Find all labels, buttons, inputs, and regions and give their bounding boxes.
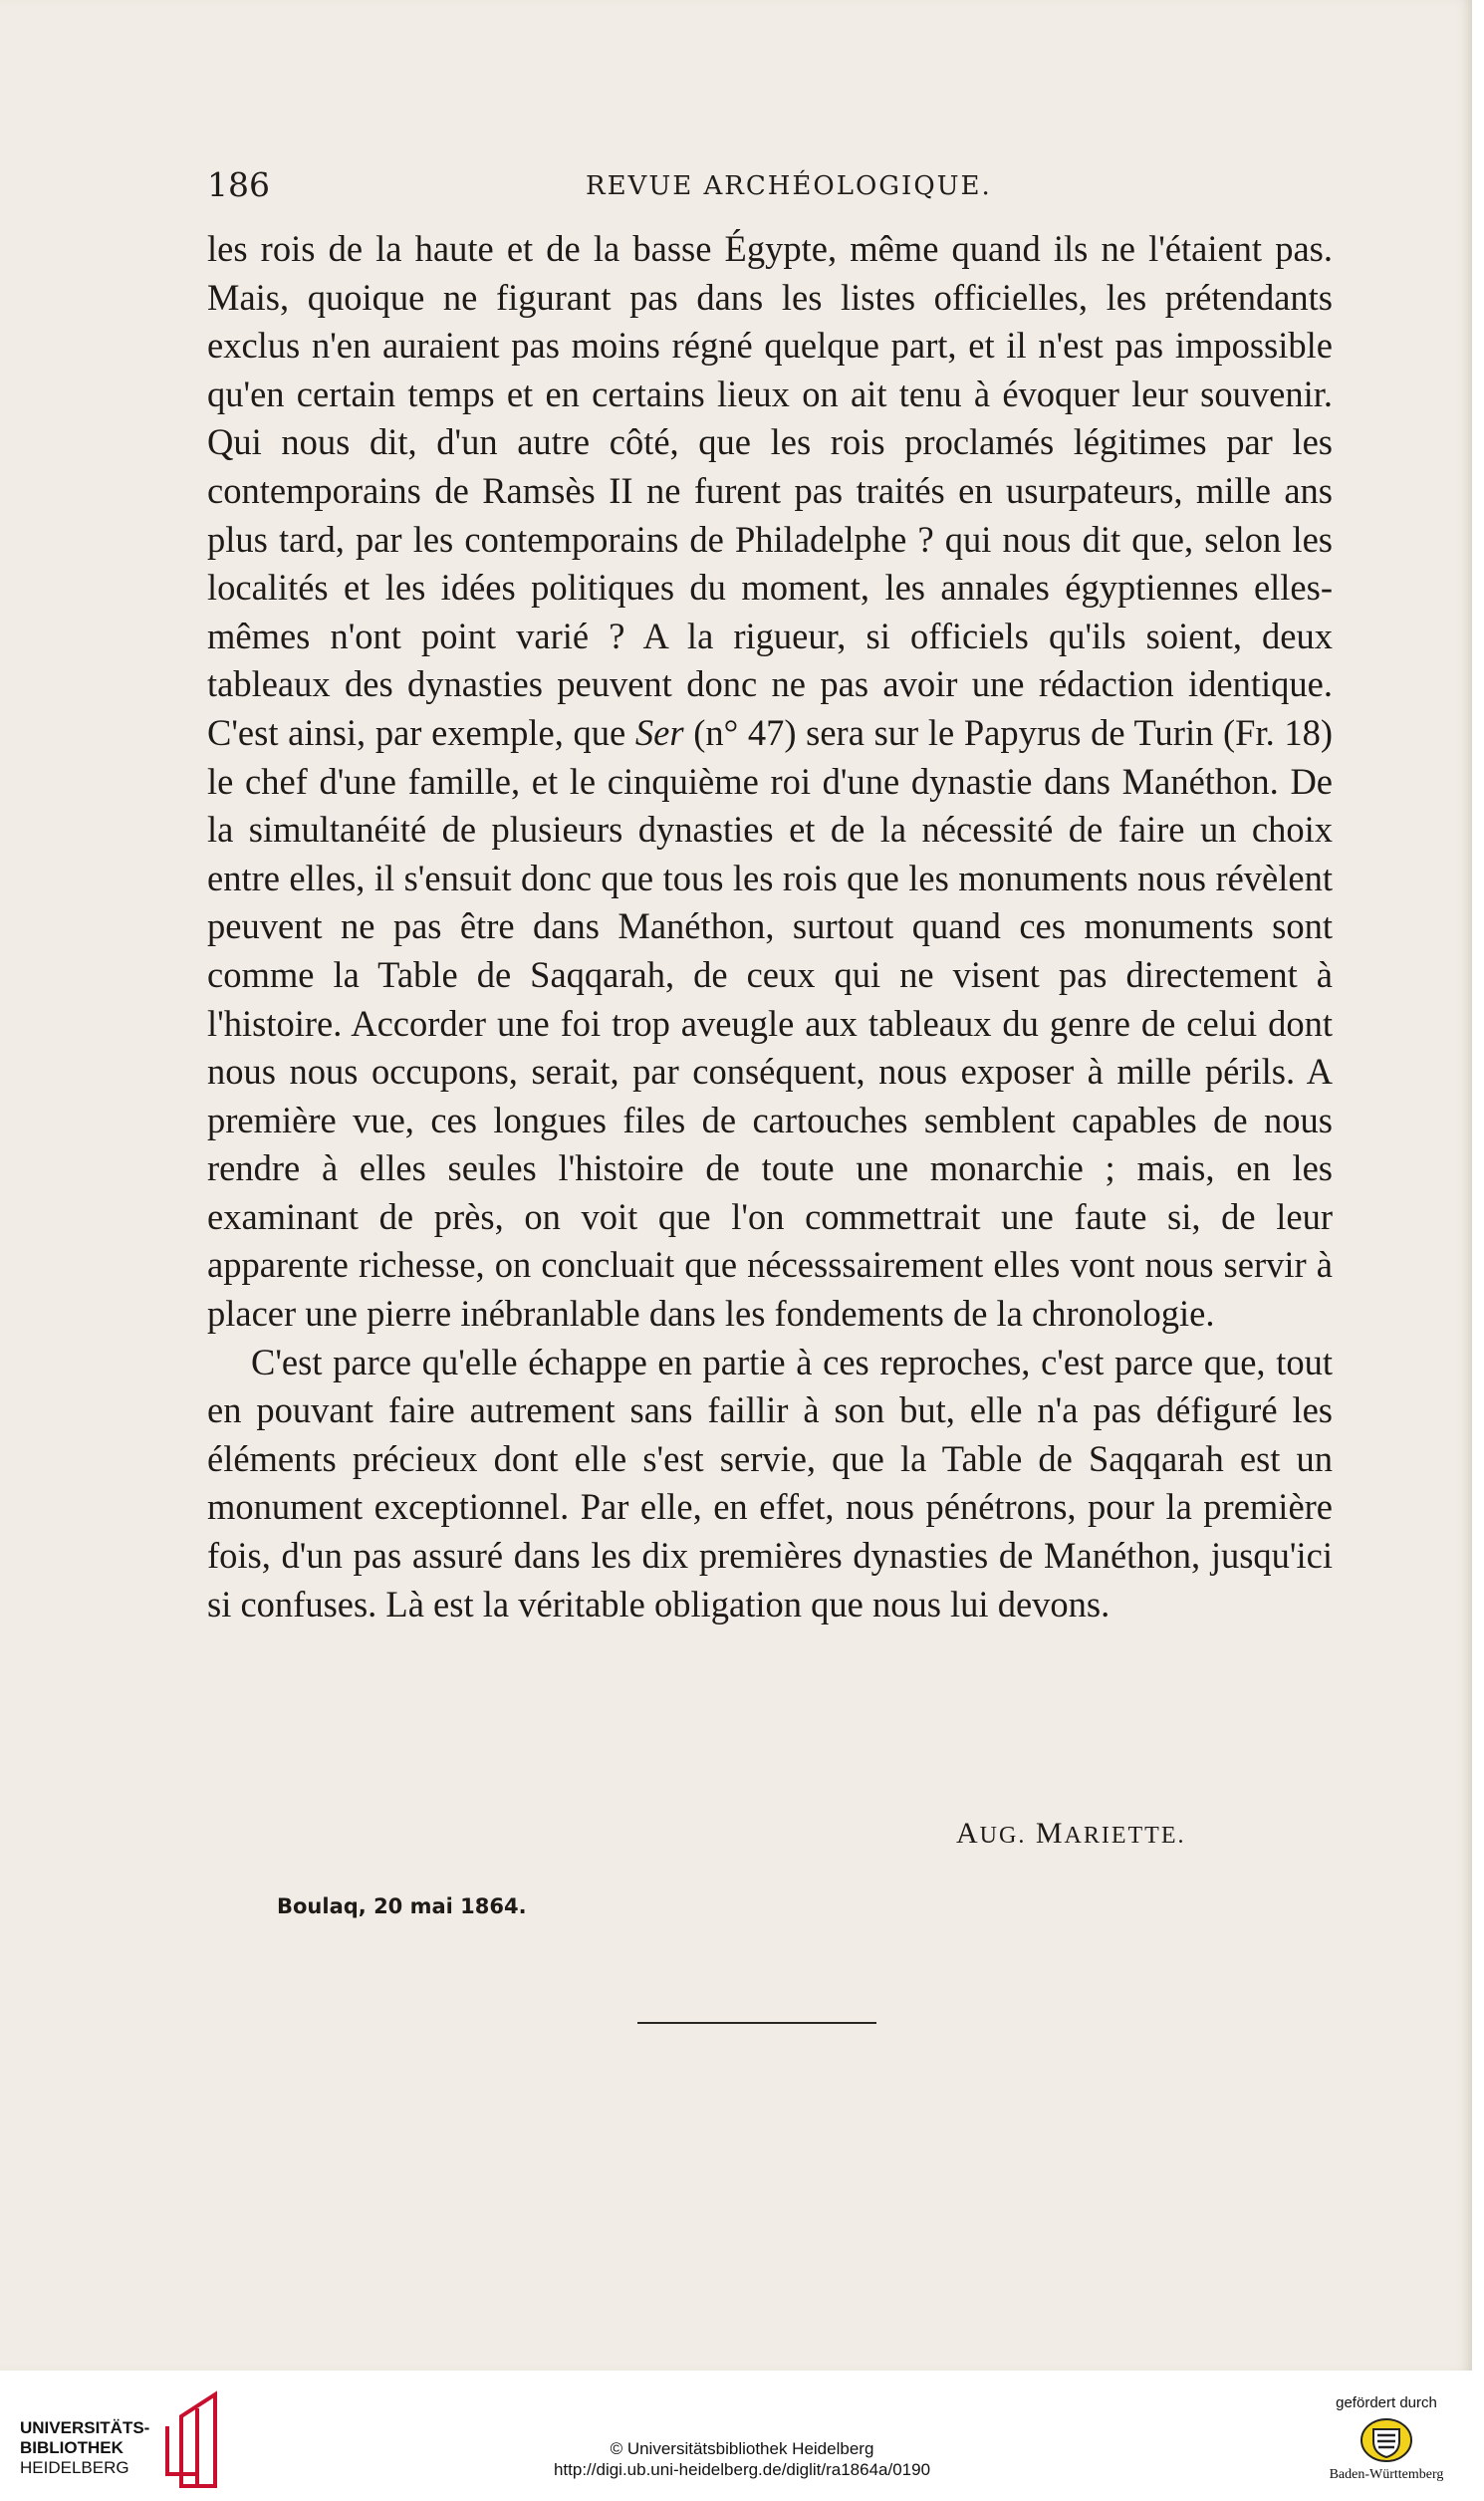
article-body (207, 225, 1333, 1628)
library-line-2: BIBLIOTHEK (20, 2438, 124, 2457)
library-line-3: HEIDELBERG (20, 2458, 129, 2477)
sponsor-block[interactable] (1307, 2394, 1466, 2483)
signature-initial-1: A (956, 1817, 980, 1850)
signature-rest-2: ARIETTE. (1064, 1823, 1186, 1849)
copyright-text: © Universitätsbibliothek Heidelberg (610, 2439, 874, 2458)
state-crest-icon (1360, 2417, 1413, 2463)
library-line-1: UNIVERSITÄTS- (20, 2418, 150, 2437)
footer (0, 2371, 1484, 2501)
sponsor-name: Baden-Württemberg (1329, 2467, 1444, 2482)
page-number: 186 (207, 165, 270, 204)
signature-initial-2: M (1035, 1817, 1065, 1850)
paragraph-2: C'est parce qu'elle échappe en partie à ces reproches, c'est parce que, tout en pouvant faire autrement sans faillir à son but, elle n'a pas défiguré les éléments précieux dont elle s'est servie, que la Table de Saqqarah est un monument exceptionnel. Par elle, en effet, nous pénétrons, pour la première fois, d'un pas assuré dans les dix premières dynasties de Manéthon, jusqu'ici si confuses. Là est la véritable obligation que nous lui devons. (207, 1341, 1333, 1625)
running-head (207, 165, 1333, 209)
author-signature (956, 1817, 1186, 1851)
source-url[interactable]: http://digi.ub.uni-heidelberg.de/diglit/ra1864a/0190 (553, 2460, 931, 2479)
sponsor-label: gefördert durch (1336, 2394, 1437, 2411)
end-rule (637, 2022, 876, 2024)
paragraph-1 (207, 225, 1333, 1339)
paragraph-1-text: les rois de la haute et de la basse Égypte, même quand ils ne l'étaient pas. Mais, quoique ne figurant pas dans les listes officielles, les prétendants exclus n'en auraient pas moins régné quelque part, et il n'est pas impossible qu'en certain temps et en certains lieux on ait tenu à évoquer leur souvenir. Qui nous dit, d'un autre côté, que les rois proclamés légitimes par les contemporains de Ramsès II ne furent pas traités en usurpateurs, mille ans plus tard, par les contemporains de Philadelphe ? qui nous dit que, selon les localités et les idées politiques du moment, les annales égyptiennes elles-mêmes n'ont point varié ? A la rigueur, si officiels qu'ils soient, deux tableaux des dynasties peuvent donc ne pas avoir une rédaction identique. C'est ainsi, par exemple, que (207, 228, 1333, 753)
running-title: REVUE ARCHÉOLOGIQUE. (586, 171, 992, 201)
dateline: Boulaq, 20 mai 1864. (277, 1894, 527, 1918)
paragraph-1-rest: (n° 47) sera sur le Papyrus de Turin (Fr. 18) le chef d'une famille, et le cinquième roi d'une dynastie dans Manéthon. De la simultanéité de plusieurs dynasties et de la nécessité de faire un choix entre elles, il s'ensuit donc que tous les rois que les monuments nous révèlent peuvent ne pas être dans Manéthon, surtout quand ces monuments sont comme la Table de Saqqarah, de ceux qui ne visent pas directement à l'histoire. Accorder une foi trop aveugle aux tableaux du genre de celui dont nous nous occupons, serait, par conséquent, nous exposer à mille périls. A première vue, ces longues files de cartouches semblent capables de nous rendre à elles seules l'histoire de toute une monarchie ; mais, en les examinant de près, on voit que l'on commettrait une faute si, de leur apparente richesse, on concluait que nécesssairement elles vont nous servir à placer une pierre inébranlable dans les fondements de la chronologie. (207, 711, 1334, 1335)
copyright-block (0, 2438, 1484, 2480)
paragraph-1-italic: Ser (634, 711, 684, 753)
signature-rest-1: UG. (979, 1823, 1027, 1849)
